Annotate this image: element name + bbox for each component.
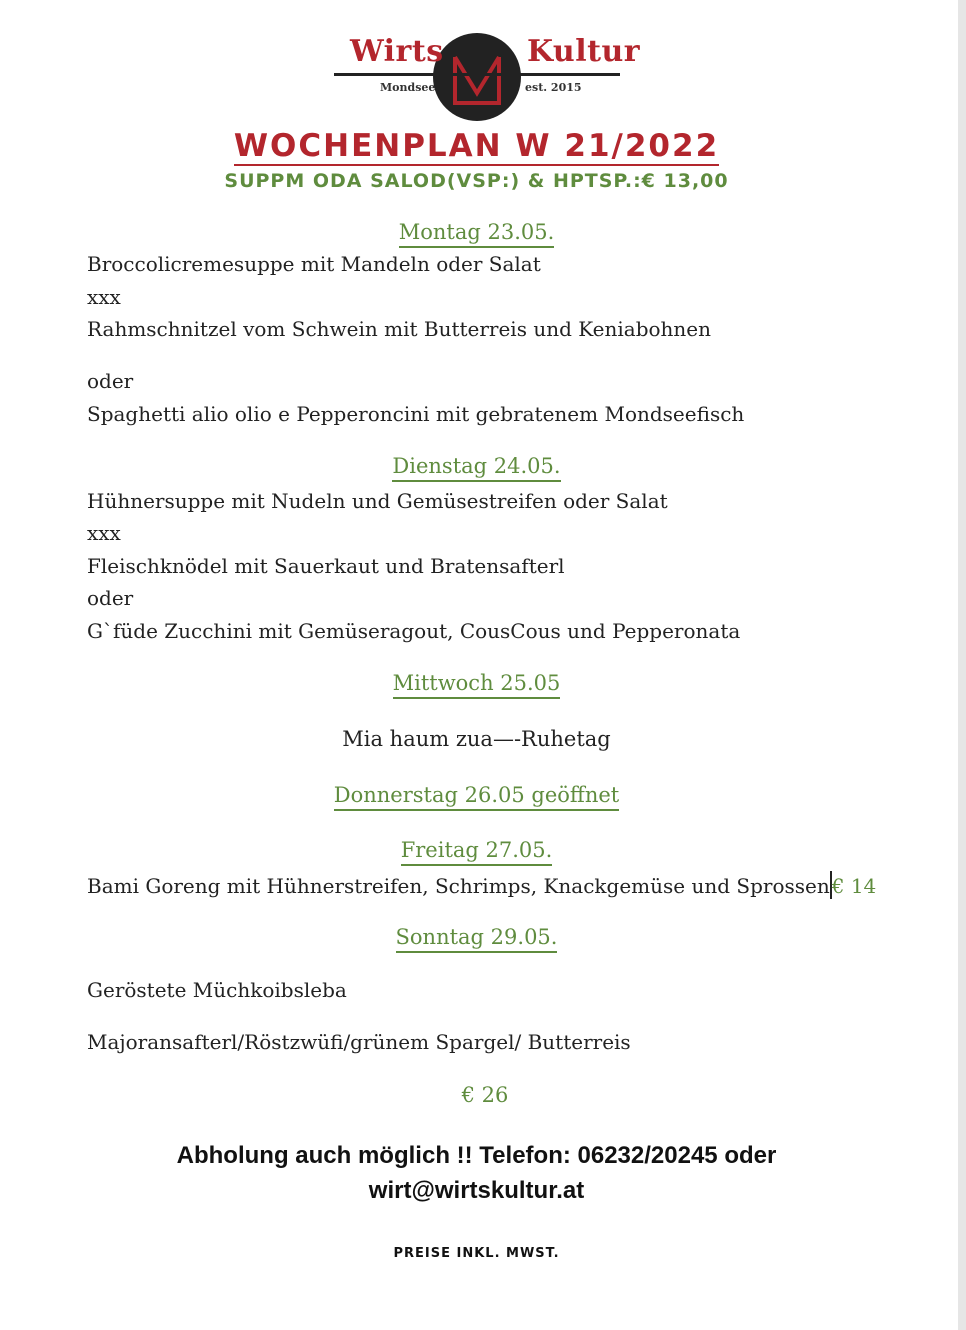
menu-line: Broccolicremesuppe mit Mandeln oder Salat: [87, 252, 541, 276]
contact-email: wirt@wirtskultur.at: [368, 1177, 585, 1204]
contact-info: [0, 1138, 953, 1208]
day-label: Dienstag 24.05.: [392, 454, 560, 482]
day-heading-friday: [0, 838, 953, 862]
menu-or: oder: [87, 586, 134, 610]
menu-separator: xxx: [87, 285, 121, 309]
menu-line: G`füde Zucchini mit Gemüseragout, CousCous und Pepperonata: [87, 619, 741, 643]
sunday-price: € 26: [461, 1083, 509, 1107]
logo: [334, 30, 641, 132]
logo-word-right: Kultur: [527, 34, 641, 69]
day-label: Sonntag 29.05.: [396, 925, 558, 953]
day-heading-thursday: [0, 783, 953, 807]
menu-line: Majoransafterl/Röstzwüfi/grünem Spargel/ Butterreis: [87, 1030, 631, 1054]
page-subtitle: SUPPM ODA SALOD(VSP:) & HPTSP.:€ 13,00: [224, 170, 729, 192]
menu-line: Spaghetti alio olio e Pepperoncini mit gebratenem Mondseefisch: [87, 402, 745, 426]
day-label: Donnerstag 26.05 geöffnet: [334, 783, 619, 811]
day-heading-monday: [0, 220, 953, 244]
page-edge-shadow: [958, 0, 966, 1330]
logo-rule: [334, 73, 620, 76]
menu-or: oder: [87, 369, 134, 393]
day-label: Mittwoch 25.05: [393, 671, 561, 699]
closed-day-note: Mia haum zua—-Ruhetag: [342, 727, 611, 751]
friday-dish: Bami Goreng mit Hühnerstreifen, Schrimps, Knackgemüse und Sprossen: [87, 874, 830, 898]
logo-w-mark-icon: [433, 33, 521, 121]
menu-line: Geröstete Müchkoibsleba: [87, 978, 347, 1002]
day-heading-wednesday: [0, 671, 953, 695]
page-title: [0, 128, 953, 164]
friday-price: € 14: [831, 874, 877, 898]
menu-line: Rahmschnitzel vom Schwein mit Butterreis und Keniabohnen: [87, 317, 712, 341]
page-title-text: WOCHENPLAN W 21/2022: [233, 128, 720, 164]
menu-line: [87, 871, 876, 899]
logo-established: est. 2015: [525, 81, 582, 94]
menu-line: Hühnersuppe mit Nudeln und Gemüsestreifen oder Salat: [87, 489, 668, 513]
day-label: Freitag 27.05.: [401, 838, 553, 866]
day-label: Montag 23.05.: [399, 220, 555, 248]
day-heading-tuesday: [0, 454, 953, 478]
logo-word-left: Wirts: [350, 34, 444, 69]
day-heading-sunday: [0, 925, 953, 949]
logo-emblem: [433, 33, 521, 121]
price-note: PREISE INKL. MWST.: [393, 1246, 560, 1261]
contact-phone-line: Abholung auch möglich !! Telefon: 06232/20245 oder: [176, 1142, 777, 1169]
logo-location: Mondsee: [380, 81, 436, 94]
menu-line: Fleischknödel mit Sauerkaut und Bratensafterl: [87, 554, 565, 578]
menu-separator: xxx: [87, 521, 121, 545]
